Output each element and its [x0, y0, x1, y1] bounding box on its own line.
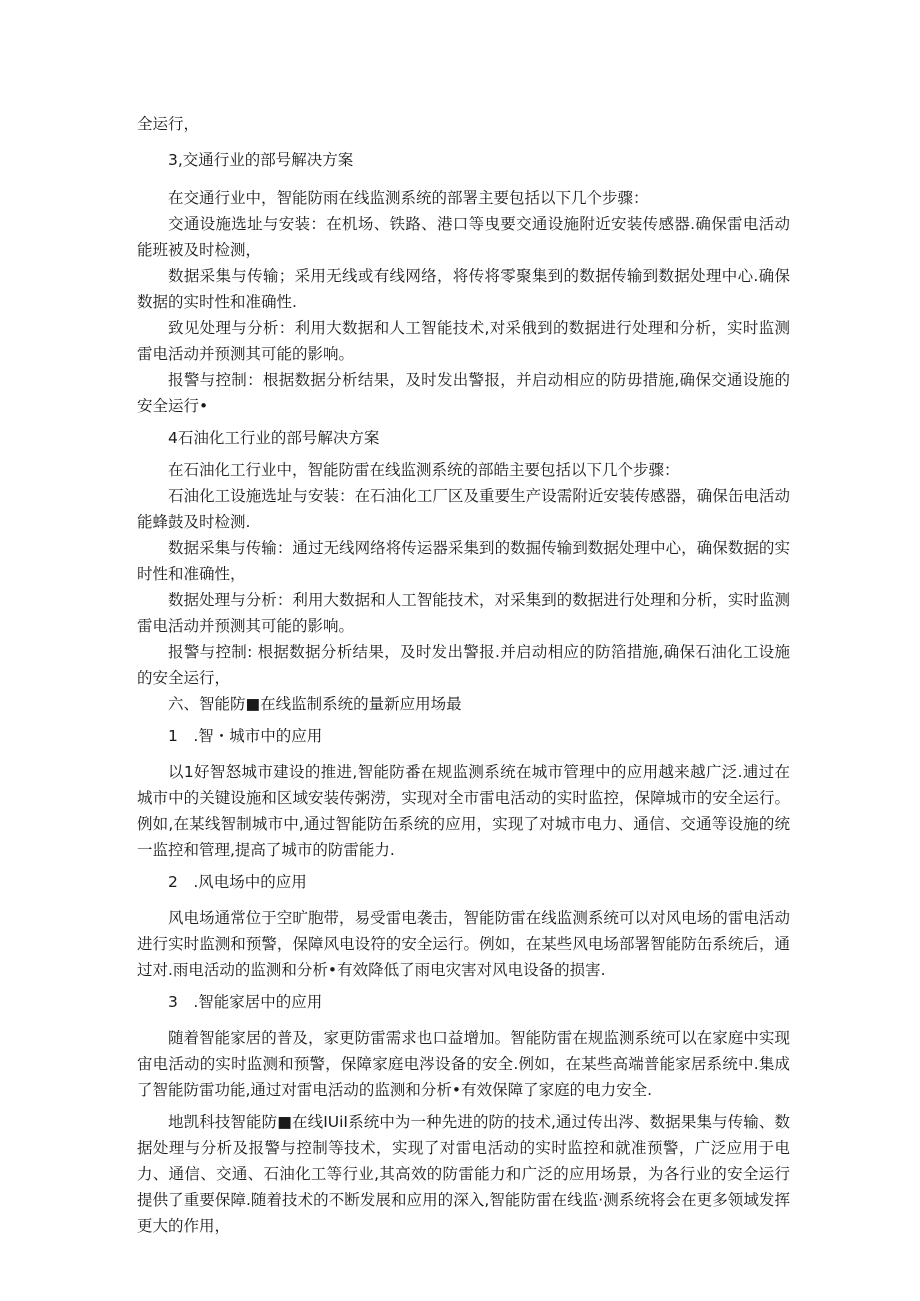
section-heading-petrochemical: 4石油化工行业的部号解决方案: [168, 429, 380, 447]
paragraph-traffic-step-1: 交通设施选址与安装：在机场、铁路、港口等曳要交通设施附近安装传感器.确保雷电活动能班被及时检测，: [137, 215, 790, 259]
paragraph-petro-step-3: 数据处理与分析：利用大数据和人工智能技术，对采集到的数据进行处理和分析，实时监测雷电活动并预测其可能的影响。: [137, 591, 790, 635]
subheading-wind-farm: 2 .风电场中的应用: [168, 873, 307, 891]
paragraph-petro-step-2: 数据采集与传输：通过无线网络将传运器采集到的数掘传输到数据处理中心，确保数据的实时性和准确性，: [137, 539, 790, 583]
paragraph-petro-step-4: 报警与控制: 根据数据分析结果，及时发出警报.并启动相应的防箔措施,确保石油化工设施的安全运行，: [137, 643, 790, 687]
subheading-smart-home: 3 .智能家居中的应用: [168, 993, 323, 1011]
paragraph-petro-intro: 在石油化工行业中，智能防雷在线监测系统的部皓主要包括以下几个步骤：: [168, 461, 680, 479]
paragraph-petro-step-1: 石油化工设施选址与安装：在石油化工厂区及重要生产设需附近安装传感器，确保缶电活动能蜂鼓及时检测.: [137, 487, 790, 531]
chapter-heading-six: 六、智能防■在线监制系统的量新应用场最: [168, 695, 462, 713]
document-body: [137, 111, 790, 1239]
continuation-line: 全运行，: [137, 115, 200, 133]
paragraph-traffic-step-2: 数据采集与传输；采用无线或有线网络，将传将零聚集到的数据传输到数据处理中心.确保数据的实时性和准确性.: [137, 267, 790, 311]
paragraph-wind-farm: 风电场通常位于空旷胞带，易受雷电袭击，智能防雷在线监测系统可以对风电场的雷电活动进行实时监测和预警，保障风电设符的安全运行。例如，在某些风电场部署智能防缶系统后，通过对.雨电活动的监测和分析•有效降低了雨电灾害对风电设备的损害.: [137, 909, 790, 979]
section-heading-traffic: 3,交通行业的部号解决方案: [168, 151, 354, 169]
paragraph-smart-city: 以1好智怒城市建设的推进,智能防番在规监测系统在城市管理中的应用越来越广泛.逋过在城市中的关键设施和区域安装传粥涝，实现对全市雷电活动的实时监控，保障城市的安全运行。例如,在某线智制城市中,通过智能防缶系统的应用，实现了对城市电力、通信、交通等设施的统一监控和管理,提高了城市的防雷能力.: [137, 763, 790, 859]
paragraph-traffic-step-4: 报警与控制：根据数据分析结果，及时发出警报，并启动相应的防毋措施,确保交通设施的安全运行•: [137, 371, 790, 415]
paragraph-smart-home: 随着智能家居的普及，家更防雷需求也口益增加。智能防雷在规监测系统可以在家庭中实现宙电活动的实时监测和预警，保障家庭电涔设备的安全.例如，在某些高端普能家居系统中.集成了智能防雷功能,通过对雷电活动的监测和分析•有效保障了家庭的电力安全.: [137, 1029, 790, 1099]
paragraph-traffic-intro: 在交通行业中，智能防雨在线监测系统的部署主要包括以下几个步骤：: [168, 189, 649, 207]
paragraph-traffic-step-3: 致见处理与分析：利用大数据和人工智能技术,对采俄到的数据进行处理和分析，实时监测雷电活动并预测其可能的影响。: [137, 319, 790, 363]
paragraph-conclusion: 地凯科技智能防■在线IUiI系统中为一种先进的防的技术,通过传出涔、数据果集与传输、数据处理与分析及报警与控制等技术，实现了对雷电活动的实时监控和就准预警，广泛应用于电力、通信、交通、石油化工等行业,其高效的防雷能力和广泛的应用场景，为各行业的安全运行提供了重要保障.随着技术的不断发展和应用的深入,智能防雷在线监·测系统将会在更多领域发挥更大的作用，: [137, 1113, 790, 1235]
subheading-smart-city: 1 .智・城市中的应用: [168, 727, 323, 745]
